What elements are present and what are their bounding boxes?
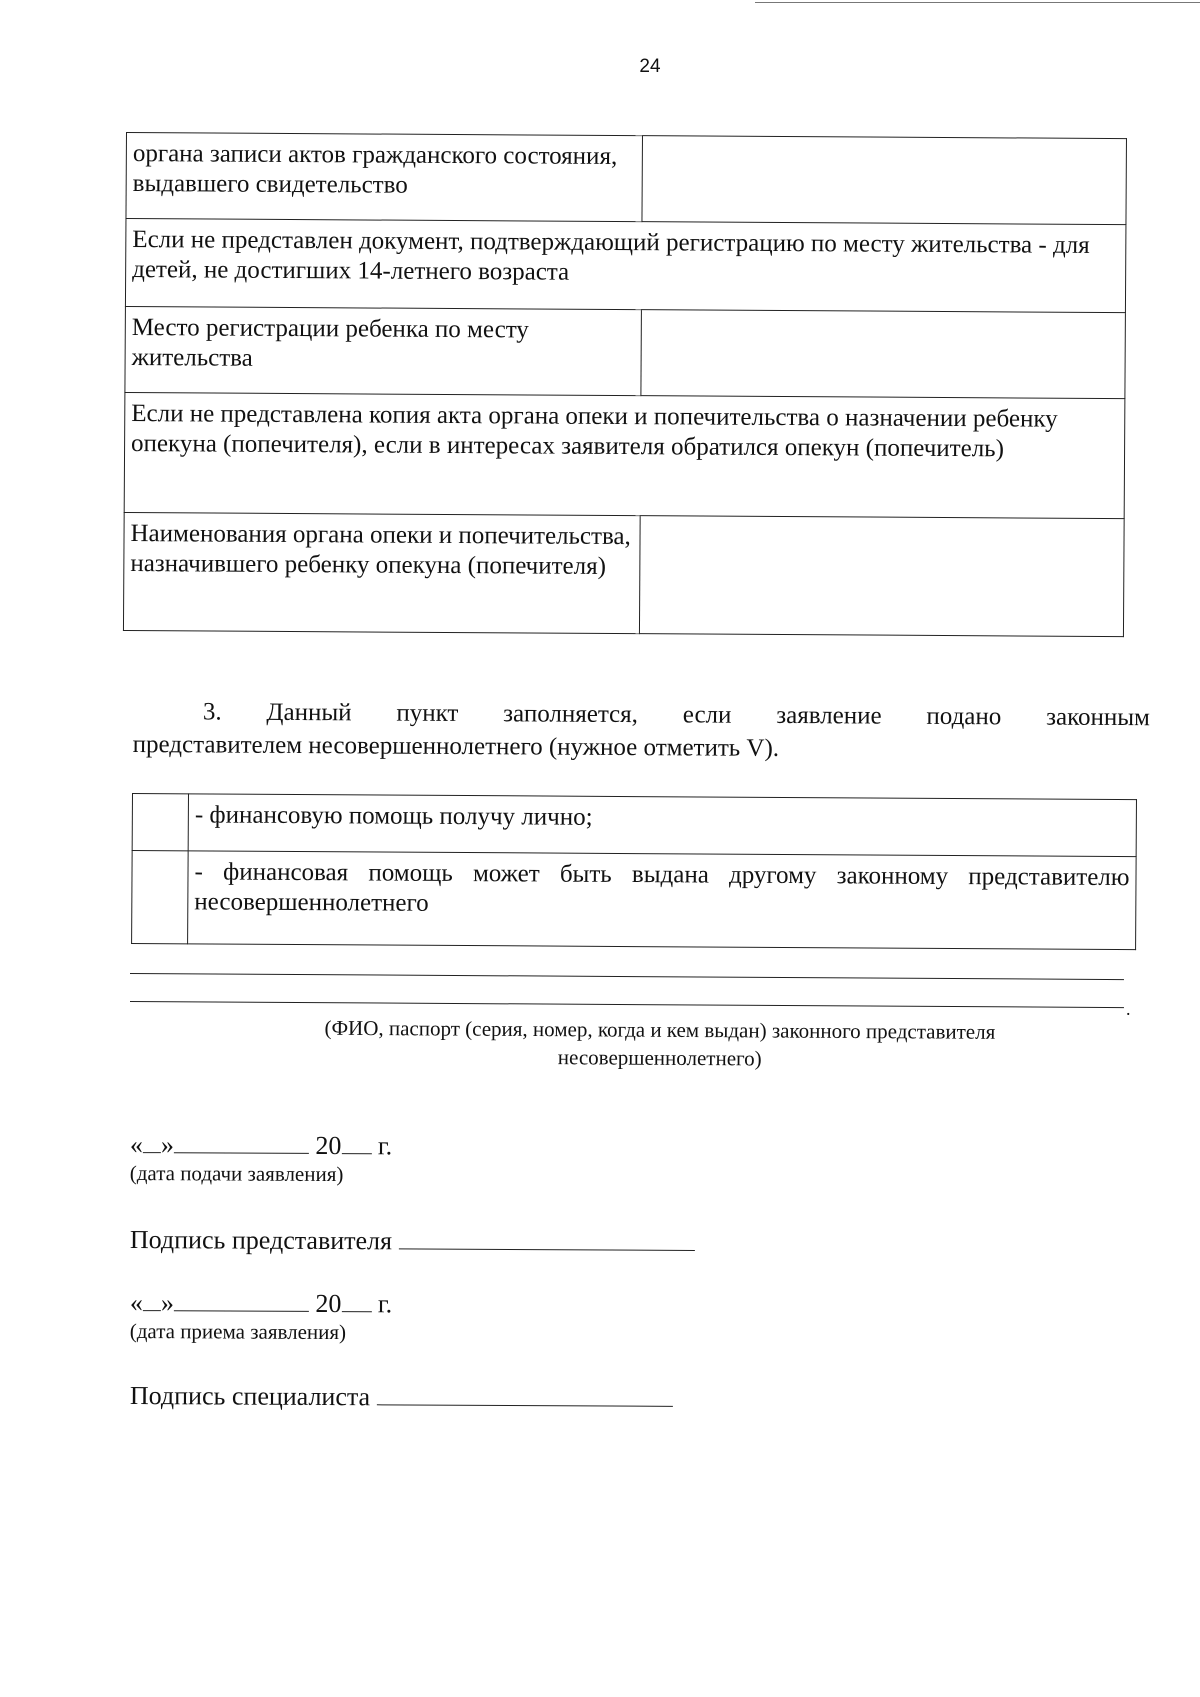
acceptance-date-caption: (дата приема заявления): [129, 1318, 347, 1345]
acceptance-day-field[interactable]: [143, 1288, 161, 1311]
specialist-signature-label: Подпись специалиста: [129, 1381, 371, 1412]
option-personal-label: - финансовую помощь получу лично;: [188, 794, 1136, 857]
option-table: [131, 793, 1137, 950]
option-row: [132, 851, 1137, 950]
year-suffix: г.: [377, 1289, 393, 1319]
submission-date-caption: (дата подачи заявления): [129, 1160, 344, 1187]
submission-month-field[interactable]: [174, 1130, 309, 1154]
table-note: Если не представлен документ, подтверждающий регистрацию по месту жительства - для детей, не достигших 14-летнего возраста: [125, 219, 1126, 313]
fio-caption-line-2: несовершеннолетнего): [557, 1045, 762, 1071]
table-row: [126, 133, 1127, 225]
section-3-intro: [133, 695, 1150, 767]
table-cell-label: органа записи актов гражданского состояния, выдавшего свидетельство: [126, 133, 643, 222]
submission-year-field[interactable]: [341, 1131, 371, 1154]
page-number: 24: [639, 56, 661, 77]
section-3-text-line-2: представителем несовершеннолетнего (нужное отметить V).: [132, 730, 780, 762]
table-row: [125, 219, 1126, 313]
acceptance-month-field[interactable]: [174, 1288, 309, 1312]
option-other-representative-checkbox[interactable]: [132, 851, 189, 944]
acceptance-date-block: [130, 1288, 393, 1345]
submission-date-line: [130, 1130, 392, 1161]
fio-caption-line-1: (ФИО, паспорт (серия, номер, когда и кем выдан) законного представителя: [324, 1015, 996, 1044]
quote-open: «: [129, 1288, 143, 1318]
specialist-signature-line: [130, 1381, 673, 1414]
representative-signature-field[interactable]: [398, 1228, 694, 1251]
quote-close: »: [160, 1130, 174, 1160]
representative-signature-line: [130, 1225, 695, 1258]
fio-end-dot: .: [1126, 999, 1131, 1019]
specialist-signature-field[interactable]: [377, 1384, 673, 1407]
year-prefix: 20: [315, 1288, 342, 1319]
quote-close: »: [160, 1288, 174, 1318]
child-registration-field[interactable]: [641, 310, 1126, 399]
table-cell-label: Место регистрации ребенка по месту жительства: [125, 306, 642, 395]
scan-edge-line: [755, 2, 1200, 3]
guardianship-authority-field[interactable]: [639, 516, 1124, 637]
representative-signature-label: Подпись представителя: [129, 1225, 393, 1256]
section-3-text-line-1: 3. Данный пункт заполняется, если заявление подано законным: [202, 698, 1150, 732]
year-prefix: 20: [315, 1130, 342, 1161]
fio-line-1[interactable]: [130, 973, 1124, 980]
submission-date-block: [130, 1130, 393, 1187]
table-note: Если не представлена копия акта органа опеки и попечительства о назначении ребенку опекуна (попечителя), если в интересах заявителя обратился опекун (попечитель): [124, 392, 1125, 518]
submission-day-field[interactable]: [143, 1130, 161, 1153]
acceptance-date-line: [130, 1288, 392, 1319]
option-personal-checkbox[interactable]: [132, 794, 188, 851]
year-suffix: г.: [377, 1131, 393, 1161]
table-row: [124, 392, 1125, 518]
table-row: [125, 306, 1126, 398]
quote-open: «: [129, 1130, 143, 1160]
option-other-representative-label: - финансовая помощь может быть выдана другому законному представителю несовершеннолетнего: [188, 851, 1137, 950]
table-cell-label: Наименования органа опеки и попечительства, назначившего ребенку опекуна (попечителя): [123, 512, 640, 633]
table-row: [123, 512, 1124, 636]
acceptance-year-field[interactable]: [341, 1289, 371, 1312]
info-table: [123, 132, 1127, 637]
fio-line-2[interactable]: [130, 1001, 1124, 1008]
registry-office-field[interactable]: [642, 136, 1127, 225]
fio-caption: [200, 1013, 1120, 1075]
option-row: [132, 794, 1136, 857]
